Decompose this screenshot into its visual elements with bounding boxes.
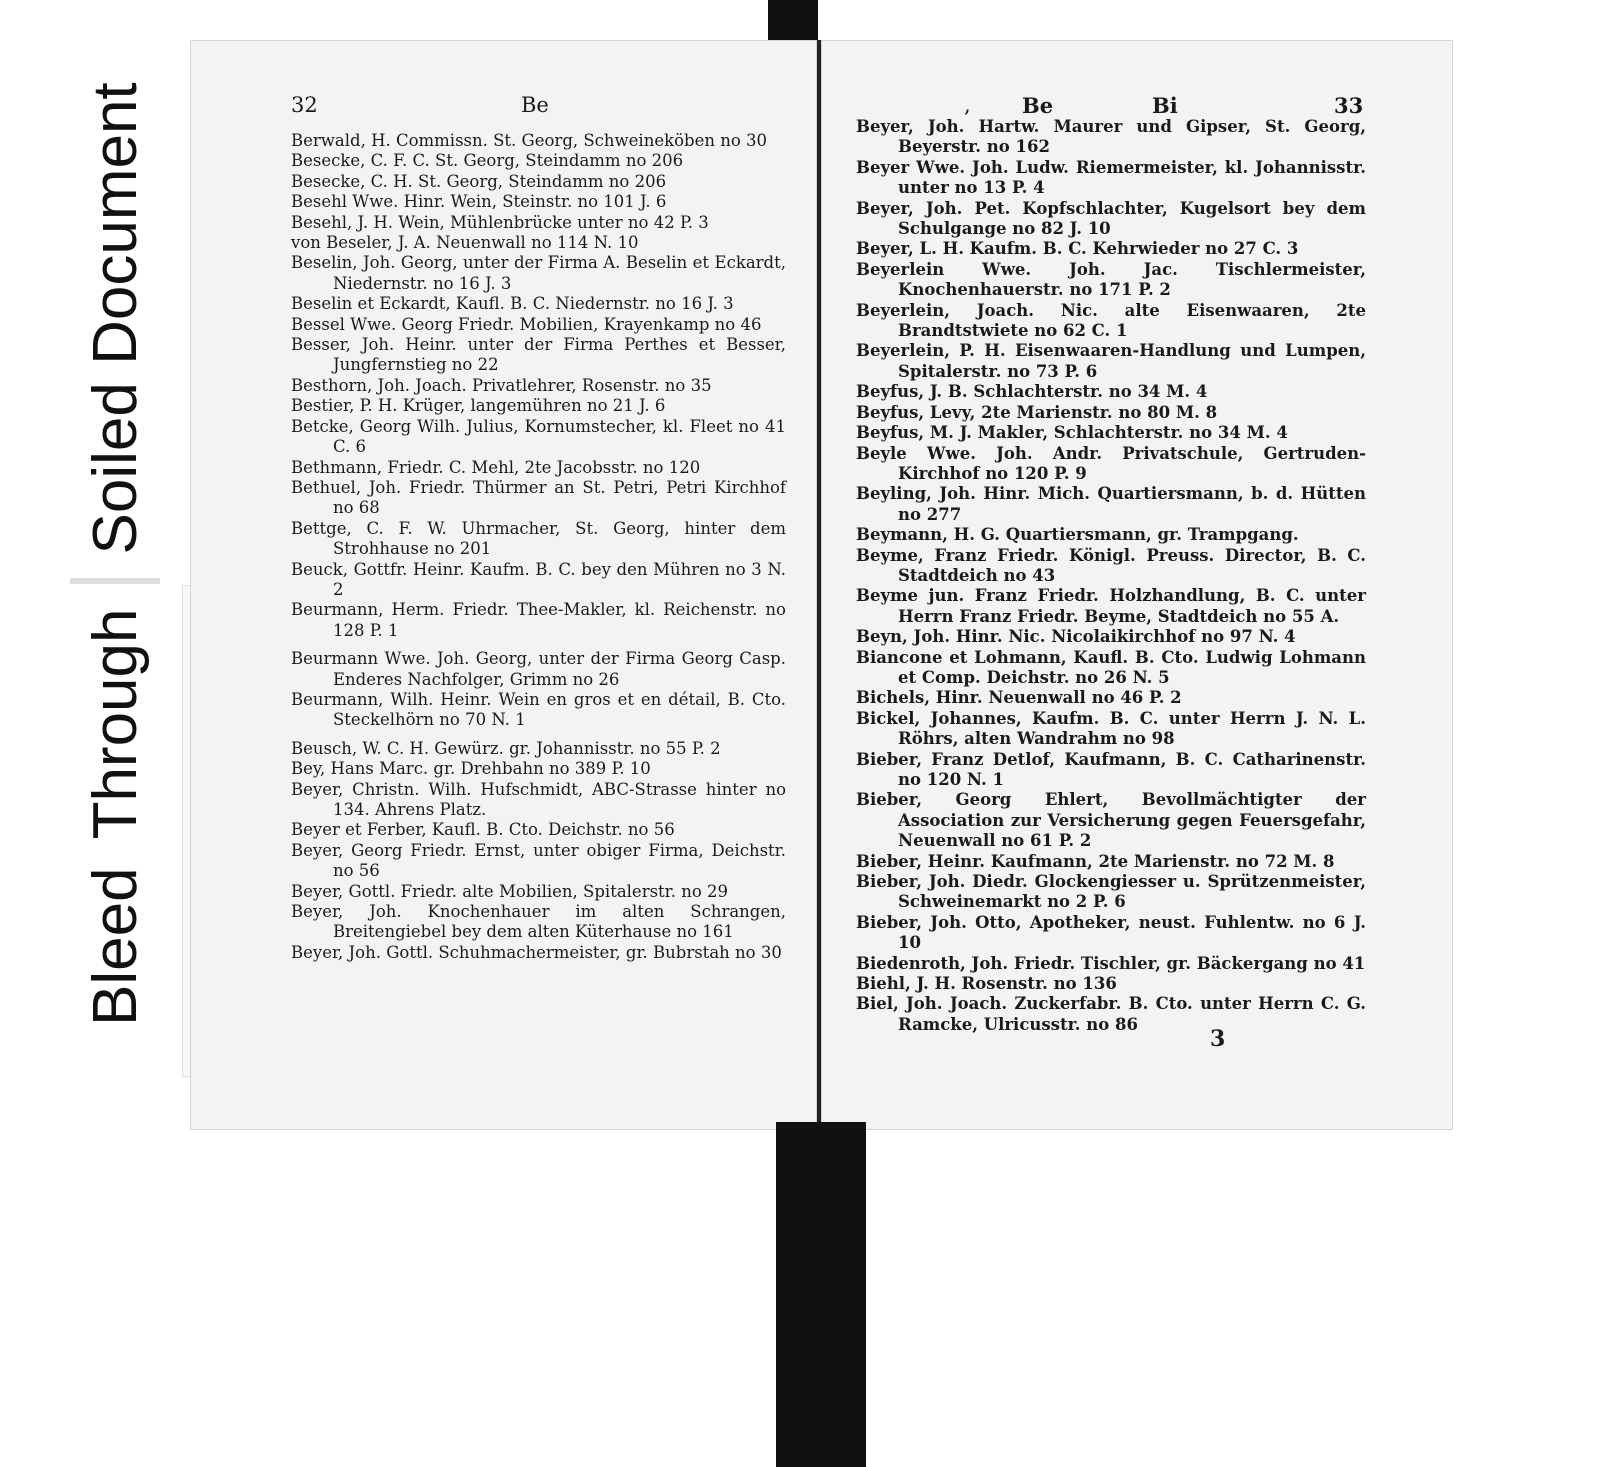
directory-entry: Beyfus, Levy, 2te Marienstr. no 80 M. 8 — [856, 402, 1218, 422]
directory-entry: Besthorn, Joh. Joach. Privatlehrer, Rosenstr. no 35 — [291, 375, 712, 395]
directory-entry: Beurmann, Herm. Friedr. Thee-Makler, kl. Reichenstr. no 128 P. 1 — [291, 600, 786, 640]
directory-entry: Beyerlein, P. H. Eisenwaaren-Handlung und Lumpen, Spitalerstr. no 73 P. 6 — [856, 341, 1366, 381]
left-page-entries — [291, 131, 786, 963]
directory-entry: Betcke, Georg Wilh. Julius, Kornumstecher, kl. Fleet no 41 C. 6 — [291, 416, 786, 457]
label-separator — [70, 578, 160, 584]
directory-entry: Bieber, Heinr. Kaufmann, 2te Marienstr. no 72 M. 8 — [856, 851, 1335, 871]
directory-entry: Bey, Hans Marc. gr. Drehbahn no 389 P. 10 — [291, 759, 651, 779]
directory-entry: Beyle Wwe. Joh. Andr. Privatschule, Gertruden-Kirchhof no 120 P. 9 — [856, 443, 1366, 483]
directory-entry: Beyer, Gottl. Friedr. alte Mobilien, Spitalerstr. no 29 — [291, 881, 729, 901]
left-page-number: 32 — [291, 93, 318, 117]
right-page-header-letters-2: Bi — [1152, 93, 1178, 118]
directory-entry: von Beseler, J. A. Neuenwall no 114 N. 10 — [291, 233, 639, 253]
bleed-through-soiled-document-label — [70, 50, 160, 1040]
directory-entry: Bichels, Hinr. Neuenwall no 46 P. 2 — [856, 688, 1182, 708]
directory-entry: Besecke, C. F. C. St. Georg, Steindamm no 206 — [291, 151, 684, 171]
directory-entry: Beselin, Joh. Georg, unter der Firma A. Beselin et Eckardt, Niedernstr. no 16 J. 3 — [291, 253, 786, 293]
right-page — [821, 40, 1453, 1130]
directory-entry: Bieber, Franz Detlof, Kaufmann, B. C. Catharinenstr. no 120 N. 1 — [856, 749, 1366, 789]
directory-entry: Bestier, P. H. Krüger, langemühren no 21 J. 6 — [291, 396, 666, 416]
label-word-through: Through — [80, 608, 150, 840]
left-page-header-letters: Be — [521, 93, 549, 117]
directory-entry: Besehl Wwe. Hinr. Wein, Steinstr. no 101 J. 6 — [291, 192, 667, 212]
directory-entry: Bieber, Georg Ehlert, Bevollmächtigter der Association zur Versicherung gegen Feuersgefahr, Neuenwall no 61 P. 2 — [856, 790, 1366, 851]
directory-entry: Beyer, L. H. Kaufm. B. C. Kehrwieder no 27 C. 3 — [856, 239, 1299, 259]
binding-clip-bottom — [776, 1122, 866, 1467]
directory-entry: Beyer et Ferber, Kaufl. B. Cto. Deichstr. no 56 — [291, 820, 675, 840]
directory-entry: Beymann, H. G. Quartiersmann, gr. Trampgang. — [856, 525, 1299, 545]
directory-entry: Biedenroth, Joh. Friedr. Tischler, gr. Bäckergang no 41 — [856, 953, 1366, 973]
label-word-soiled-document: Soiled Document — [80, 82, 150, 555]
directory-entry: Beyer, Joh. Pet. Kopfschlachter, Kugelsort bey dem Schulgange no 82 J. 10 — [856, 198, 1366, 239]
directory-entry: Besehl, J. H. Wein, Mühlenbrücke unter no 42 P. 3 — [291, 212, 709, 232]
binding-clip-top — [768, 0, 818, 45]
directory-entry: Berwald, H. Commissn. St. Georg, Schweineköben no 30 — [291, 131, 768, 150]
right-page-header-letters-1: Be — [1022, 93, 1054, 118]
directory-entry: Beselin et Eckardt, Kaufl. B. C. Niedernstr. no 16 J. 3 — [291, 294, 734, 314]
directory-entry: Bickel, Johannes, Kaufm. B. C. unter Herrn J. N. L. Röhrs, alten Wandrahm no 98 — [856, 708, 1366, 749]
signature-mark: 3 — [1210, 1026, 1226, 1052]
directory-entry: Beyer, Joh. Gottl. Schuhmachermeister, gr. Bubrstah no 30 — [291, 942, 782, 962]
directory-entry: Biehl, J. H. Rosenstr. no 136 — [856, 974, 1117, 994]
directory-entry: Bieber, Joh. Diedr. Glockengiesser u. Sprützenmeister, Schweinemarkt no 2 P. 6 — [856, 872, 1366, 912]
directory-entry: Biancone et Lohmann, Kaufl. B. Cto. Ludwig Lohmann et Comp. Deichstr. no 26 N. 5 — [856, 647, 1366, 687]
directory-entry: Bettge, C. F. W. Uhrmacher, St. Georg, hinter dem Strohhause no 201 — [291, 518, 786, 559]
directory-entry: Bethmann, Friedr. C. Mehl, 2te Jacobsstr. no 120 — [291, 457, 701, 477]
directory-entry: Beyerlein Wwe. Joh. Jac. Tischlermeister, Knochenhauerstr. no 171 P. 2 — [856, 259, 1366, 300]
right-page-header-mark: , — [964, 93, 971, 117]
directory-entry: Beyfus, M. J. Makler, Schlachterstr. no 34 M. 4 — [856, 423, 1288, 443]
directory-entry: Bethuel, Joh. Friedr. Thürmer an St. Petri, Petri Kirchhof no 68 — [291, 477, 786, 518]
directory-entry: Beyme jun. Franz Friedr. Holzhandlung, B. C. unter Herrn Franz Friedr. Beyme, Stadtdeich no 55 A. — [856, 586, 1366, 626]
directory-entry: Beyer, Georg Friedr. Ernst, unter obiger Firma, Deichstr. no 56 — [291, 840, 786, 881]
right-page-entries — [856, 117, 1366, 1035]
right-page-number: 33 — [1334, 93, 1364, 118]
directory-entry: Besser, Joh. Heinr. unter der Firma Perthes et Besser, Jungfernstieg no 22 — [291, 335, 786, 375]
directory-entry: Beyer, Joh. Knochenhauer im alten Schrangen, Breitengiebel bey dem alten Küterhause no 161 — [291, 902, 786, 942]
directory-entry: Beurmann, Wilh. Heinr. Wein en gros et en détail, B. Cto. Steckelhörn no 70 N. 1 — [291, 689, 786, 730]
left-page — [190, 40, 817, 1130]
directory-entry: Beuck, Gottfr. Heinr. Kaufm. B. C. bey den Mühren no 3 N. 2 — [291, 559, 786, 599]
directory-entry: Beyn, Joh. Hinr. Nic. Nicolaikirchhof no 97 N. 4 — [856, 627, 1296, 647]
directory-entry: Bieber, Joh. Otto, Apotheker, neust. Fuhlentw. no 6 J. 10 — [856, 912, 1366, 953]
directory-entry: Beyfus, J. B. Schlachterstr. no 34 M. 4 — [856, 382, 1208, 402]
directory-entry: Beyer, Joh. Hartw. Maurer und Gipser, St. Georg, Beyerstr. no 162 — [856, 117, 1366, 157]
directory-entry: Beusch, W. C. H. Gewürz. gr. Johannisstr. no 55 P. 2 — [291, 738, 721, 758]
directory-entry: Bessel Wwe. Georg Friedr. Mobilien, Krayenkamp no 46 — [291, 314, 762, 334]
directory-entry: Beyme, Franz Friedr. Königl. Preuss. Director, B. C. Stadtdeich no 43 — [856, 545, 1366, 585]
directory-entry: Biel, Joh. Joach. Zuckerfabr. B. Cto. unter Herrn C. G. Ramcke, Ulricusstr. no 86 — [856, 994, 1366, 1034]
directory-entry: Beyling, Joh. Hinr. Mich. Quartiersmann, b. d. Hütten no 277 — [856, 484, 1366, 524]
directory-entry: Beyer, Christn. Wilh. Hufschmidt, ABC-Strasse hinter no 134. Ahrens Platz. — [291, 779, 786, 819]
directory-entry: Beyer Wwe. Joh. Ludw. Riemermeister, kl. Johannisstr. unter no 13 P. 4 — [856, 157, 1366, 198]
directory-entry: Beurmann Wwe. Joh. Georg, unter der Firma Georg Casp. Enderes Nachfolger, Grimm no 26 — [291, 649, 786, 689]
directory-entry: Beyerlein, Joach. Nic. alte Eisenwaaren, 2te Brandtstwiete no 62 C. 1 — [856, 300, 1366, 341]
directory-entry: Besecke, C. H. St. Georg, Steindamm no 206 — [291, 171, 667, 191]
label-word-bleed: Bleed — [80, 867, 150, 1026]
